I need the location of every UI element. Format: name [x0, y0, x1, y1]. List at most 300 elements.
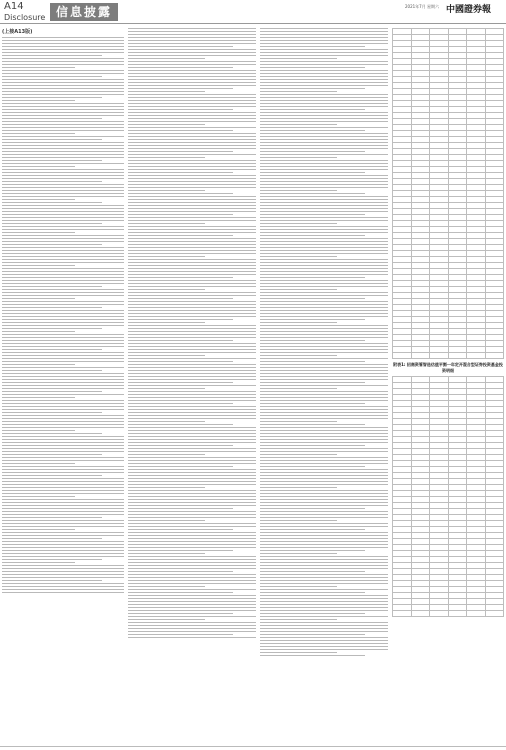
text-line — [260, 433, 388, 434]
text-line — [2, 355, 124, 356]
text-line — [260, 232, 388, 233]
text-line — [260, 256, 337, 257]
text-line — [260, 244, 388, 245]
text-line — [260, 631, 388, 632]
text-line — [128, 454, 205, 455]
text-line — [260, 373, 388, 374]
text-line — [2, 172, 124, 173]
text-line — [260, 250, 388, 251]
text-line — [260, 292, 388, 293]
text-line — [260, 310, 388, 311]
text-line — [260, 247, 388, 248]
text-line — [2, 574, 124, 575]
text-line — [260, 400, 388, 401]
text-line — [2, 535, 124, 536]
text-line — [128, 274, 256, 275]
text-line — [260, 331, 388, 332]
text-line — [2, 394, 124, 395]
text-line — [128, 562, 256, 563]
text-line — [2, 580, 102, 581]
text-line — [2, 511, 124, 512]
column-body — [2, 37, 124, 593]
text-line — [260, 472, 388, 473]
text-line — [260, 61, 388, 62]
text-line — [2, 346, 124, 347]
text-line — [128, 535, 256, 536]
text-line — [2, 316, 124, 317]
text-line — [128, 334, 256, 335]
text-line — [2, 421, 124, 422]
text-line — [2, 97, 102, 98]
text-line — [128, 538, 256, 539]
text-line — [128, 490, 256, 491]
text-line — [128, 529, 233, 530]
text-line — [2, 130, 124, 131]
text-line — [260, 634, 365, 635]
text-line — [2, 139, 102, 140]
text-line — [2, 559, 102, 560]
text-line — [260, 58, 337, 59]
text-line — [260, 208, 388, 209]
text-line — [260, 643, 388, 644]
text-line — [128, 559, 256, 560]
text-line — [2, 238, 124, 239]
text-line — [2, 505, 124, 506]
text-line — [260, 610, 388, 611]
text-line — [128, 148, 256, 149]
text-line — [2, 385, 124, 386]
text-line — [260, 508, 365, 509]
text-line — [260, 100, 388, 101]
text-line — [260, 145, 388, 146]
text-line — [260, 205, 388, 206]
text-line — [2, 538, 102, 539]
text-line — [128, 208, 256, 209]
text-line — [128, 55, 256, 56]
text-line — [2, 343, 124, 344]
text-line — [2, 217, 124, 218]
text-line — [260, 121, 388, 122]
text-line — [2, 103, 124, 104]
text-line — [2, 109, 124, 110]
text-line — [128, 373, 256, 374]
text-line — [2, 403, 124, 404]
text-line — [260, 436, 388, 437]
text-line — [2, 496, 75, 497]
text-line — [2, 115, 124, 116]
text-line — [128, 187, 256, 188]
text-line — [128, 631, 256, 632]
text-line — [128, 574, 256, 575]
text-line — [2, 235, 124, 236]
text-line — [2, 406, 124, 407]
text-line — [2, 271, 124, 272]
page-header — [0, 0, 506, 24]
text-line — [128, 517, 256, 518]
text-line — [2, 136, 124, 137]
text-line — [260, 598, 388, 599]
text-line — [260, 28, 388, 29]
text-line — [260, 514, 388, 515]
text-line — [260, 370, 388, 371]
text-line — [260, 376, 388, 377]
text-line — [260, 427, 388, 428]
text-line — [2, 40, 124, 41]
text-line — [128, 553, 205, 554]
text-line — [128, 136, 256, 137]
text-column-1 — [2, 28, 124, 744]
text-line — [128, 598, 256, 599]
text-line — [128, 544, 256, 545]
text-line — [260, 418, 388, 419]
text-line — [260, 142, 388, 143]
text-line — [260, 493, 388, 494]
text-line — [128, 346, 256, 347]
text-line — [2, 547, 124, 548]
text-line — [2, 478, 124, 479]
text-line — [128, 619, 205, 620]
text-line — [2, 178, 124, 179]
text-line — [260, 106, 388, 107]
section-label-en: Disclosure — [4, 13, 46, 22]
text-line — [260, 463, 388, 464]
text-line — [2, 379, 124, 380]
text-line — [128, 469, 256, 470]
text-line — [260, 457, 388, 458]
text-line — [2, 175, 124, 176]
text-line — [260, 574, 388, 575]
text-line — [128, 523, 256, 524]
text-line — [260, 76, 388, 77]
text-line — [260, 481, 388, 482]
text-line — [260, 385, 388, 386]
text-line — [128, 406, 256, 407]
text-line — [260, 466, 365, 467]
text-line — [2, 298, 75, 299]
text-line — [2, 415, 124, 416]
text-line — [2, 562, 75, 563]
text-line — [2, 577, 124, 578]
text-line — [128, 160, 256, 161]
text-line — [260, 523, 388, 524]
text-line — [2, 277, 124, 278]
text-line — [2, 409, 124, 410]
text-line — [2, 229, 124, 230]
text-line — [260, 223, 337, 224]
text-line — [128, 583, 256, 584]
table-cell — [467, 353, 486, 359]
text-line — [128, 355, 205, 356]
text-line — [2, 100, 75, 101]
text-line — [128, 82, 256, 83]
text-line — [260, 430, 388, 431]
text-line — [2, 586, 124, 587]
text-line — [128, 580, 256, 581]
text-line — [128, 220, 256, 221]
text-line — [260, 193, 365, 194]
text-line — [128, 109, 233, 110]
text-line — [260, 490, 388, 491]
text-line — [128, 238, 256, 239]
text-line — [2, 88, 124, 89]
text-line — [128, 232, 256, 233]
text-line — [128, 586, 205, 587]
text-line — [260, 439, 388, 440]
text-line — [128, 343, 256, 344]
text-line — [128, 358, 256, 359]
text-line — [128, 262, 256, 263]
text-line — [128, 139, 256, 140]
text-line — [128, 436, 256, 437]
text-line — [260, 226, 388, 227]
text-line — [128, 397, 256, 398]
text-line — [2, 190, 124, 191]
text-line — [128, 253, 256, 254]
text-line — [260, 340, 365, 341]
table-cell — [393, 611, 412, 617]
text-line — [128, 289, 205, 290]
text-line — [260, 613, 365, 614]
text-line — [128, 58, 205, 59]
text-line — [260, 541, 388, 542]
table-column — [392, 28, 504, 744]
text-line — [2, 184, 124, 185]
text-line — [2, 319, 124, 320]
text-line — [260, 133, 388, 134]
text-line — [2, 49, 124, 50]
text-line — [128, 229, 256, 230]
text-line — [2, 514, 124, 515]
text-line — [260, 187, 388, 188]
text-line — [128, 400, 256, 401]
text-line — [128, 172, 233, 173]
text-line — [128, 97, 256, 98]
table-cell — [448, 353, 467, 359]
text-line — [128, 241, 256, 242]
text-line — [2, 166, 75, 167]
text-line — [128, 28, 256, 29]
text-line — [260, 412, 388, 413]
text-line — [128, 547, 256, 548]
text-line — [260, 580, 388, 581]
text-line — [128, 568, 256, 569]
text-line — [2, 76, 102, 77]
text-line — [260, 562, 388, 563]
text-line — [2, 154, 124, 155]
text-line — [128, 76, 256, 77]
text-line — [260, 157, 337, 158]
text-line — [260, 130, 365, 131]
table-cell — [467, 611, 486, 617]
text-line — [128, 313, 256, 314]
text-line — [260, 277, 365, 278]
text-line — [128, 337, 256, 338]
text-column-2 — [128, 28, 256, 744]
text-line — [128, 310, 256, 311]
text-line — [260, 97, 388, 98]
text-line — [260, 319, 365, 320]
text-line — [128, 361, 233, 362]
text-line — [260, 148, 388, 149]
text-line — [2, 520, 124, 521]
table-cell — [485, 611, 504, 617]
text-line — [2, 337, 124, 338]
text-line — [2, 112, 124, 113]
text-line — [128, 328, 256, 329]
text-line — [128, 379, 256, 380]
text-line — [260, 502, 388, 503]
text-line — [260, 487, 337, 488]
text-line — [260, 136, 388, 137]
text-line — [2, 436, 124, 437]
text-line — [128, 298, 233, 299]
text-line — [2, 532, 124, 533]
text-line — [260, 280, 388, 281]
text-line — [260, 49, 388, 50]
text-line — [2, 268, 124, 269]
text-line — [128, 70, 256, 71]
table-cell — [430, 353, 449, 359]
text-line — [128, 214, 233, 215]
text-line — [260, 172, 365, 173]
text-line — [260, 451, 388, 452]
text-line — [2, 523, 124, 524]
text-line — [260, 604, 388, 605]
text-line — [2, 310, 124, 311]
text-line — [128, 508, 233, 509]
text-line — [128, 157, 205, 158]
text-line — [128, 415, 256, 416]
text-line — [128, 151, 233, 152]
text-line — [260, 241, 388, 242]
text-line — [128, 430, 256, 431]
text-line — [260, 442, 388, 443]
table-row — [393, 611, 504, 617]
text-line — [2, 328, 102, 329]
text-line — [2, 124, 124, 125]
text-line — [260, 577, 388, 578]
text-line — [128, 226, 256, 227]
text-line — [2, 67, 75, 68]
text-line — [128, 502, 256, 503]
text-line — [2, 451, 124, 452]
text-line — [2, 550, 124, 551]
text-line — [2, 247, 124, 248]
text-line — [260, 304, 388, 305]
text-line — [2, 187, 124, 188]
text-line — [2, 427, 124, 428]
text-line — [128, 520, 205, 521]
text-line — [128, 103, 256, 104]
text-line — [2, 529, 75, 530]
table-cell — [485, 353, 504, 359]
text-line — [128, 625, 256, 626]
text-line — [260, 88, 365, 89]
text-line — [260, 640, 388, 641]
text-line — [260, 214, 365, 215]
text-line — [128, 100, 256, 101]
section-label-cn: 信息披露 — [50, 3, 118, 21]
text-line — [260, 403, 365, 404]
text-line — [2, 226, 124, 227]
text-line — [260, 328, 388, 329]
text-line — [2, 544, 124, 545]
text-line — [260, 73, 388, 74]
text-line — [2, 73, 124, 74]
text-line — [260, 199, 388, 200]
text-line — [2, 400, 124, 401]
text-line — [260, 367, 388, 368]
text-line — [260, 559, 388, 560]
text-line — [2, 85, 124, 86]
text-line — [128, 505, 256, 506]
text-line — [128, 73, 256, 74]
text-line — [2, 583, 124, 584]
text-line — [260, 553, 337, 554]
text-line — [2, 220, 124, 221]
text-line — [260, 475, 388, 476]
text-line — [128, 196, 256, 197]
text-line — [128, 364, 256, 365]
text-line — [128, 46, 233, 47]
text-line — [260, 388, 337, 389]
text-line — [260, 592, 365, 593]
text-line — [260, 298, 365, 299]
text-line — [260, 196, 388, 197]
text-line — [260, 211, 388, 212]
text-line — [128, 472, 256, 473]
text-line — [2, 382, 124, 383]
text-line — [260, 274, 388, 275]
text-line — [260, 484, 388, 485]
text-line — [2, 418, 124, 419]
text-line — [2, 331, 75, 332]
text-line — [260, 184, 388, 185]
text-line — [2, 61, 124, 62]
text-line — [260, 601, 388, 602]
text-line — [128, 205, 256, 206]
text-line — [128, 277, 233, 278]
text-line — [2, 142, 124, 143]
text-line — [128, 286, 256, 287]
text-line — [128, 199, 256, 200]
text-line — [128, 31, 256, 32]
table-row — [393, 353, 504, 359]
text-line — [2, 313, 124, 314]
text-line — [260, 181, 388, 182]
text-line — [260, 115, 388, 116]
text-line — [2, 148, 124, 149]
text-line — [128, 322, 205, 323]
text-line — [128, 451, 256, 452]
text-line — [128, 610, 256, 611]
text-line — [260, 301, 388, 302]
text-line — [2, 58, 124, 59]
text-line — [2, 283, 124, 284]
text-line — [260, 322, 337, 323]
text-line — [2, 325, 124, 326]
text-line — [128, 94, 256, 95]
text-line — [128, 163, 256, 164]
text-line — [260, 85, 388, 86]
text-line — [128, 193, 233, 194]
text-line — [260, 46, 365, 47]
column-body — [260, 28, 388, 656]
text-line — [128, 145, 256, 146]
text-line — [128, 181, 256, 182]
table-cell — [411, 353, 430, 359]
text-line — [2, 322, 124, 323]
